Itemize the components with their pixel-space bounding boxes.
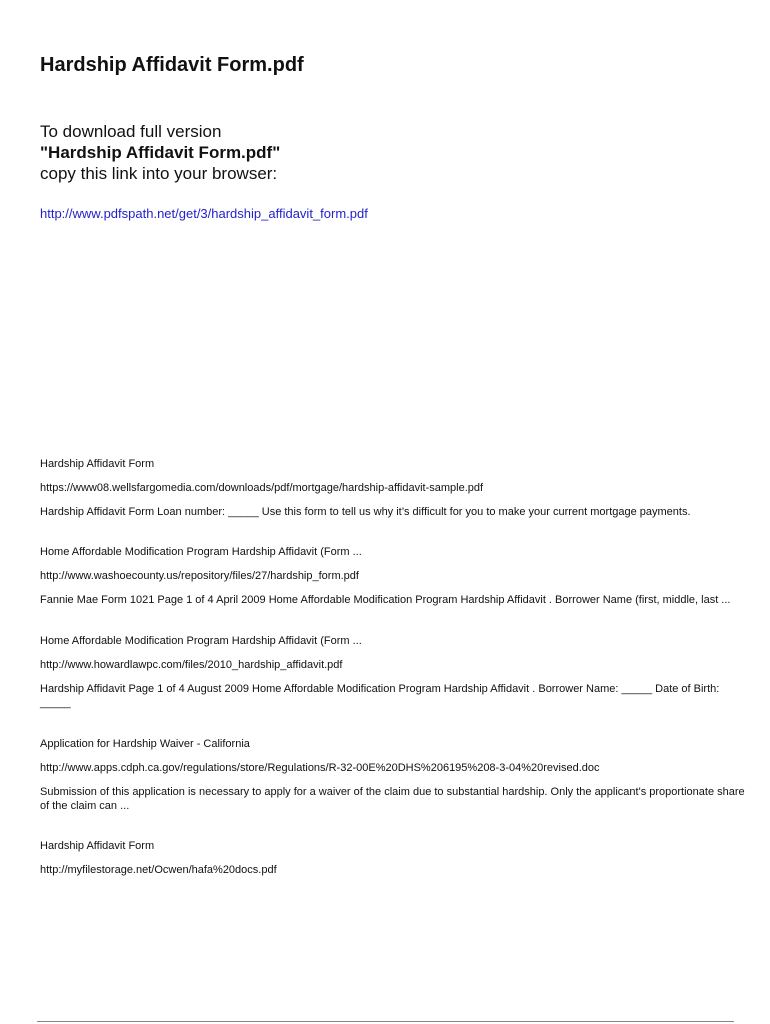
- result-item: [40, 545, 745, 607]
- result-url[interactable]: http://www.apps.cdph.ca.gov/regulations/store/Regulations/R-32-00E%20DHS%206195%208-3-04%20revised.doc: [40, 762, 600, 774]
- result-title: Hardship Affidavit Form: [40, 458, 155, 470]
- result-url[interactable]: http://www.washoecounty.us/repository/files/27/hardship_form.pdf: [40, 570, 359, 582]
- result-title: Hardship Affidavit Form: [40, 840, 155, 852]
- document-title: Hardship Affidavit Form.pdf: [40, 54, 304, 76]
- footer-divider: [37, 1021, 734, 1022]
- download-link[interactable]: http://www.pdfspath.net/get/3/hardship_affidavit_form.pdf: [40, 206, 368, 221]
- result-item: [40, 457, 745, 519]
- result-item: [40, 737, 745, 813]
- result-url[interactable]: http://www.howardlawpc.com/files/2010_hardship_affidavit.pdf: [40, 659, 343, 671]
- result-title: Home Affordable Modification Program Hardship Affidavit (Form ...: [40, 635, 362, 647]
- result-snippet: Submission of this application is necessary to apply for a waiver of the claim due to substantial hardship. Only the applicant's proportionate share of the claim can ...: [40, 786, 745, 812]
- download-instructions: [40, 121, 280, 184]
- result-item: [40, 839, 745, 877]
- result-snippet: Fannie Mae Form 1021 Page 1 of 4 April 2009 Home Affordable Modification Program Hardship Affidavit . Borrower Name (first, middle, last ...: [40, 594, 731, 606]
- result-snippet: Hardship Affidavit Page 1 of 4 August 2009 Home Affordable Modification Program Hardship Affidavit . Borrower Name: _____ Date of Birth: _____: [40, 683, 720, 709]
- download-line-1: To download full version: [40, 122, 222, 141]
- download-line-3: copy this link into your browser:: [40, 164, 278, 183]
- download-filename: "Hardship Affidavit Form.pdf": [40, 143, 281, 162]
- result-url[interactable]: https://www08.wellsfargomedia.com/downloads/pdf/mortgage/hardship-affidavit-sample.pdf: [40, 482, 484, 494]
- result-item: [40, 634, 745, 710]
- result-url[interactable]: http://myfilestorage.net/Ocwen/hafa%20docs.pdf: [40, 864, 277, 876]
- result-snippet: Hardship Affidavit Form Loan number: _____ Use this form to tell us why it’s difficult for you to make your current mortgage payments.: [40, 506, 691, 518]
- result-title: Home Affordable Modification Program Hardship Affidavit (Form ...: [40, 546, 362, 558]
- result-title: Application for Hardship Waiver - California: [40, 738, 250, 750]
- results-list: [40, 457, 745, 903]
